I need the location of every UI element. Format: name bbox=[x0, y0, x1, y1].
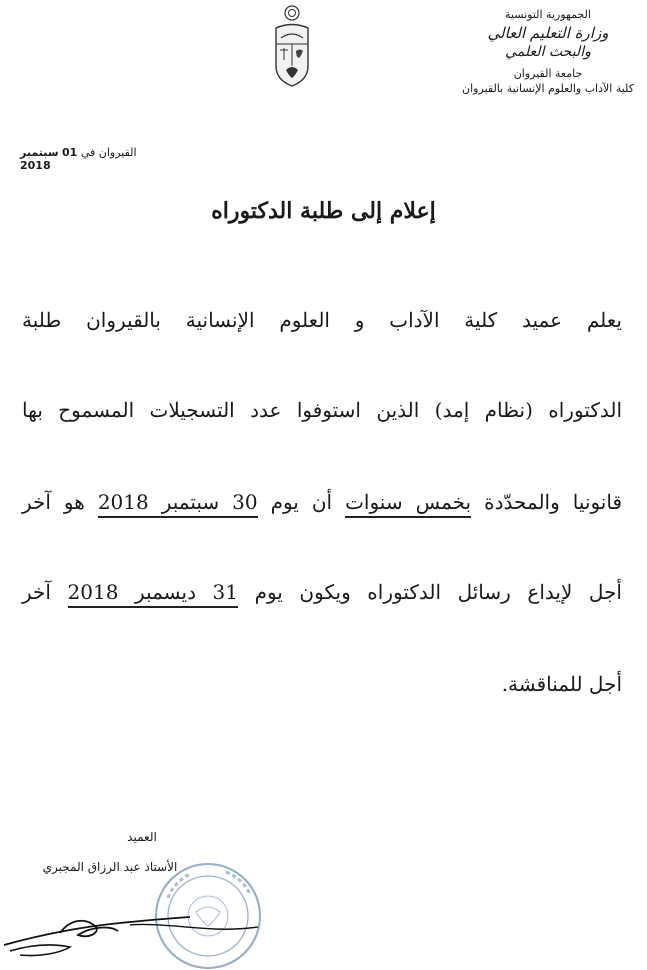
defense-deadline-date: 31 ديسمبر 2018 bbox=[68, 580, 238, 608]
body-line-4-part-b: آخر bbox=[22, 580, 51, 604]
university-name: جامعة القيروان bbox=[513, 66, 583, 80]
date-city: القيروان في bbox=[80, 146, 137, 159]
coat-of-arms-icon bbox=[272, 4, 312, 88]
page-title: إعلام إلى طلبة الدكتوراه bbox=[211, 198, 436, 224]
body-line-3-part-a: قانونيا والمحدّدة bbox=[484, 490, 623, 514]
deposit-deadline-date: 30 سبتمبر 2018 bbox=[98, 490, 258, 518]
body-line-5: أجل للمناقشة. bbox=[501, 672, 622, 696]
dean-title: العميد bbox=[127, 830, 157, 844]
body-line-2: الدكتوراه (نظام إمد) الذين استوفوا عدد التسجيلات المسموح بها bbox=[22, 398, 622, 422]
date-line bbox=[20, 146, 160, 172]
republic-name: الجمهورية التونسية bbox=[505, 8, 591, 21]
body-line-1: يعلم عميد كلية الآداب و العلوم الإنسانية بالقيروان طلبة bbox=[22, 308, 622, 332]
handwritten-signature-icon bbox=[0, 905, 260, 960]
letterhead bbox=[453, 8, 643, 95]
date-day: 01 bbox=[62, 146, 78, 159]
body-line-4-part-a: أجل لإيداع رسائل الدكتوراه ويكون يوم bbox=[254, 580, 622, 604]
body-line-3-part-b: أن يوم bbox=[270, 490, 333, 514]
date-month-year: سبتمبر 2018 bbox=[20, 146, 59, 172]
body-line-3-part-c: هو آخر bbox=[22, 490, 85, 514]
faculty-name: كلية الآداب والعلوم الإنسانية بالقيروان bbox=[462, 82, 634, 96]
ministry-name: وزارة التعليم العالي bbox=[487, 24, 609, 43]
body-line-4 bbox=[22, 580, 622, 604]
body-line-3 bbox=[22, 490, 622, 514]
duration-underlined: بخمس سنوات bbox=[345, 490, 471, 518]
dean-name: الأستاذ عبد الرزاق المجبري bbox=[42, 860, 178, 874]
ministry-research: والبحث العلمي bbox=[505, 44, 591, 61]
